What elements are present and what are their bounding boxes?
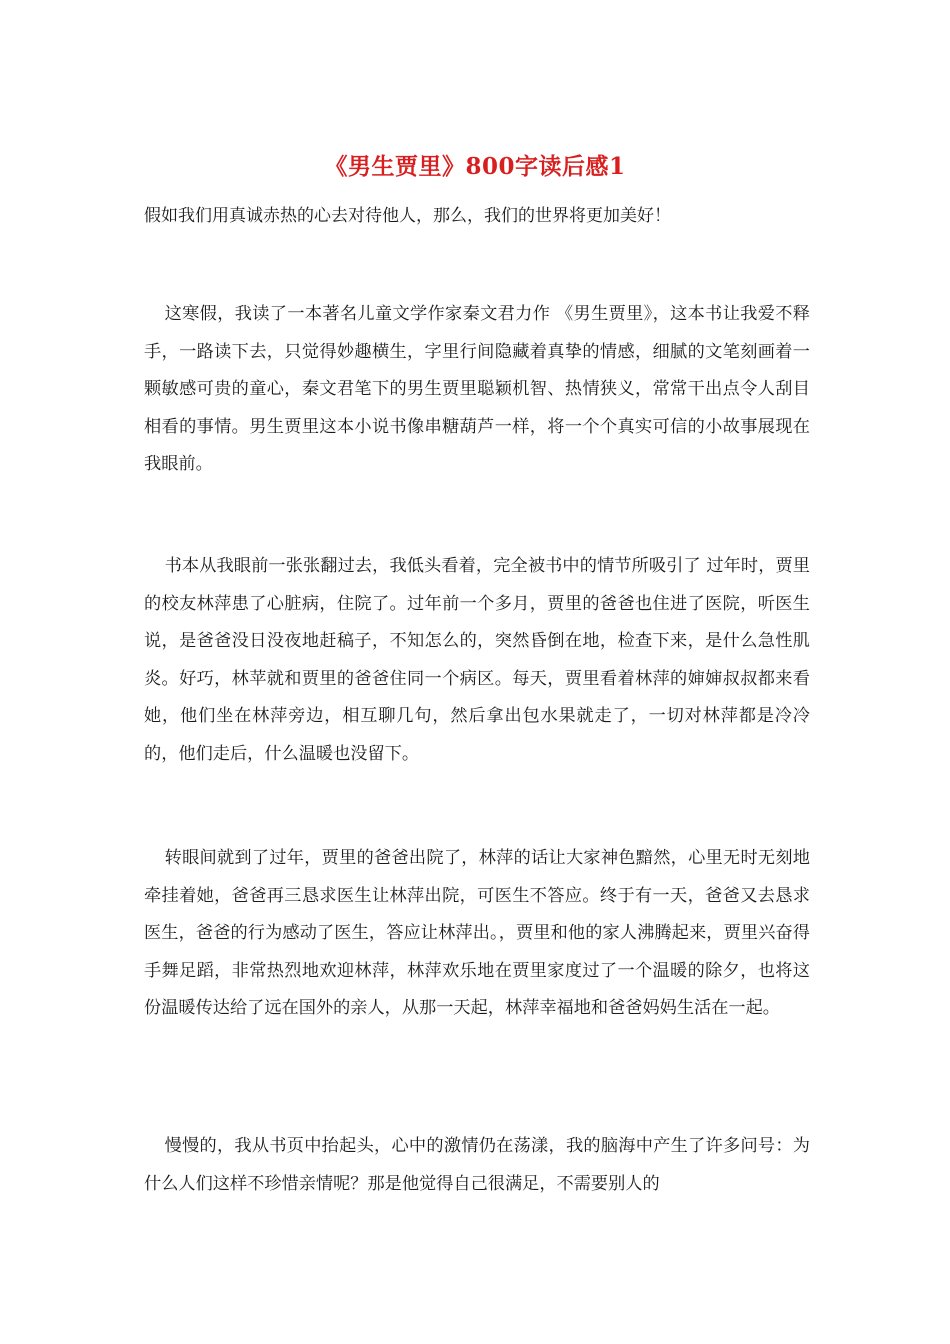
body-paragraph-2: 书本从我眼前一张张翻过去，我低头看着，完全被书中的情节所吸引了 过年时，贾里的校友林萍患了心脏病，住院了。过年前一个多月，贾里的爸爸也住进了医院，听医生说，是爸爸没日没夜地赶稿子，不知怎么的，突然昏倒在地，检查下来，是什么急性肌炎。好巧，林苹就和贾里的爸爸住同一个病区。每天，贾里看着林萍的婶婶叔叔都来看她，他们坐在林萍旁边，相互聊几句，然后拿出包水果就走了，一切对林萍都是冷冷的，他们走后，什么温暖也没留下。 — [144, 556, 810, 764]
document-title: 《男生贾里》800字读后感1 — [324, 153, 626, 180]
body-paragraph-1: 这寒假，我读了一本著名儿童文学作家秦文君力作 《男生贾里》，这本书让我爱不释手，一路读下去，只觉得妙趣横生，字里行间隐藏着真挚的情感，细腻的文笔刻画着一颗敏感可贵的童心，秦文君笔下的男生贾里聪颖机智、热情狭义，常常干出点令人刮目相看的事情。男生贾里这本小说书像串糖葫芦一样，将一个个真实可信的小故事展现在我眼前。 — [144, 304, 810, 474]
body-paragraph-4: 慢慢的，我从书页中抬起头，心中的激情仍在荡漾，我的脑海中产生了许多问号：为什么人们这样不珍惜亲情呢？那是他觉得自己很满足，不需要别人的 — [144, 1136, 810, 1194]
intro-sentence: 假如我们用真诚赤热的心去对待他人，那么，我们的世界将更加美好！ — [144, 206, 671, 226]
body-paragraph-3: 转眼间就到了过年，贾里的爸爸出院了，林萍的话让大家神色黯然，心里无时无刻地牵挂着她，爸爸再三恳求医生让林萍出院，可医生不答应。终于有一天，爸爸又去恳求医生，爸爸的行为感动了医生，答应让林萍出。，贾里和他的家人沸腾起来，贾里兴奋得手舞足蹈，非常热烈地欢迎林萍，林萍欢乐地在贾里家度过了一个温暖的除夕，也将这份温暖传达给了远在国外的亲人，从那一天起，林萍幸福地和爸爸妈妈生活在一起。 — [144, 848, 810, 1018]
